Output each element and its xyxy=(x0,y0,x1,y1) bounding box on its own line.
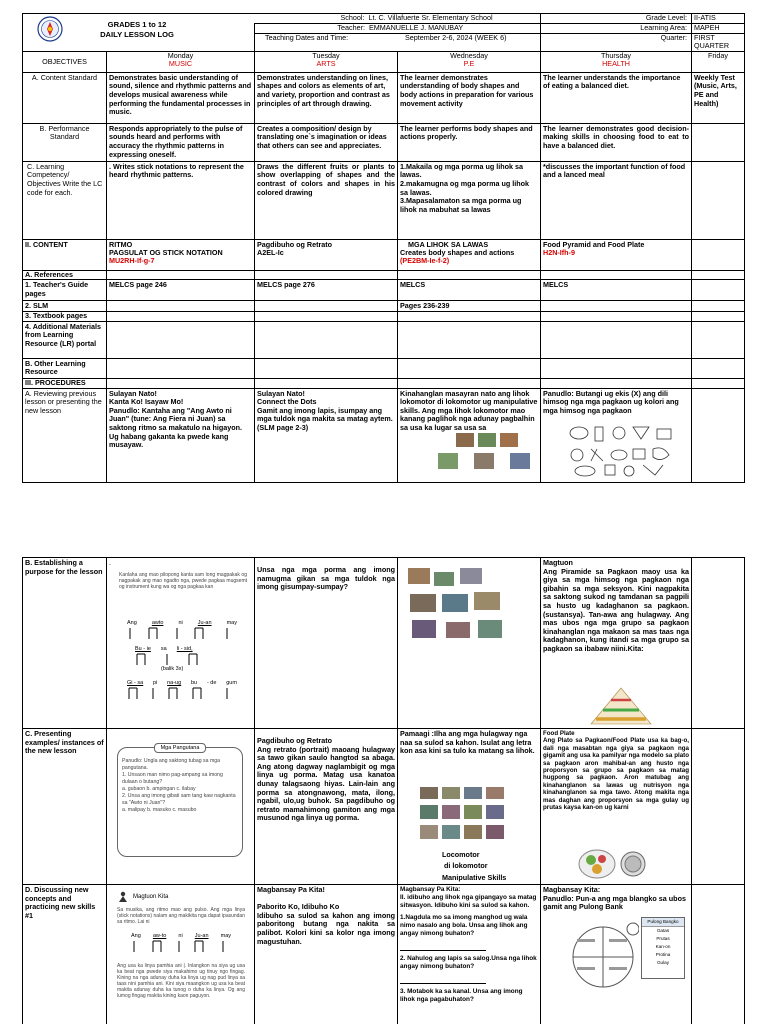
content-wed-code: (PE2BM-Ie-f-2) xyxy=(400,255,450,265)
doc-title-dll: DAILY LESSON LOG xyxy=(100,30,174,39)
ws-word: pi xyxy=(153,680,158,686)
teacher-value: EMMANUELLE J. MANUBAY xyxy=(369,23,464,32)
stick-notation-row-2 xyxy=(127,652,237,666)
ws-word: may xyxy=(226,620,237,626)
dates-label: Teaching Dates and Time: xyxy=(265,33,349,42)
thursday-subject: HEALTH xyxy=(602,58,630,68)
dates-value: September 2-6, 2024 (WEEK 6) xyxy=(405,33,507,42)
ws-word: bu xyxy=(191,680,198,686)
word-bank-item: Kan-on xyxy=(655,944,671,949)
presenting-wed: Pamaagi :Ilha ang mga hulagway nga naa sa sulod sa kahon. Isulat ang letra kon asa kini sa tulo ka matang sa lihok. xyxy=(400,729,535,756)
competency-label: C. Learning Competency/ Objectives Write the LC code for each. xyxy=(23,161,107,239)
ws-word: Ju-an xyxy=(194,933,209,939)
discussing-wed-q3: 3. Motabok ka sa kanal. Unsa ang imong lihok nga pagabuhaton? xyxy=(400,988,523,1003)
school-value: Lt. C. Villafuerte Sr. Elementary School xyxy=(368,13,493,22)
textbook-label: 3. Textbook pages xyxy=(23,312,107,322)
presenting-label: C. Presenting examples/ instances of the new lesson xyxy=(23,729,107,885)
ws-word: Ang xyxy=(127,620,137,626)
establishing-wed-photos xyxy=(406,568,530,644)
questions-box-text: Panudlo: Ungla ang saktong tubag sa mga pangutana. 1. Unsaon man nimo pag-ampang sa imong dulaan o butang? a. gubaon b. ampingan c. ilabay 2. Unsa ang imong gibati sam tang kaw nagkanta sa "Awto ni Juan"? a. malipay b. masuko c. masubo xyxy=(122,758,236,813)
content-standard-thu: The learner understands the importance of eating a balanced diet. xyxy=(541,72,692,123)
ws-word: may xyxy=(220,933,231,939)
word-bank-title: Pulong Bangko xyxy=(642,918,684,927)
friday-header: Friday xyxy=(708,51,728,60)
food-items-illustration xyxy=(567,423,677,479)
monday-header: Monday xyxy=(167,51,194,60)
reviewing-thu: Panudlo: Butangi ug ekis (X) ang dili himsog nga mga pagkaon ug kolori ang mga himsog nga pagkaon xyxy=(543,388,679,415)
competency-wed: 1.Makaila og mga porma ug lihok sa lawas. 2.makamugna og mga porma ug lihok sa lawas. 3.Mapasalamaton sa mga porma ug lihok na mabuhat sa lawas xyxy=(398,161,541,239)
presenting-wed-photos xyxy=(420,787,520,845)
word-bank-item: Protina xyxy=(655,952,671,957)
content-label: II. CONTENT xyxy=(23,239,107,270)
tuesday-header: Tuesday xyxy=(312,51,340,60)
locomotor-photo-strip xyxy=(430,431,540,475)
ws-word: Bu - ie xyxy=(135,646,151,652)
word-bank-item: Gatas xyxy=(656,928,670,933)
slm-label: 2. SLM xyxy=(23,300,107,312)
reviewing-label: A. Reviewing previous lesson or presenting the new lesson xyxy=(23,388,107,482)
food-plate-worksheet xyxy=(569,915,687,1024)
content-wed-topic: MGA LIHOK SA LAWAS xyxy=(408,239,489,249)
establishing-mon-dot: . xyxy=(109,558,111,567)
stick-notation-worksheet xyxy=(127,620,247,725)
content-tue-topic: Pagdibuho og Retrato xyxy=(257,239,333,249)
thursday-header: Thursday xyxy=(601,51,631,60)
lesson-log-table-2 xyxy=(22,557,745,1024)
ws-word: Ju-an xyxy=(197,620,212,626)
performance-standard-label: B. Performance Standard xyxy=(23,123,107,161)
ws-word: ni xyxy=(178,620,183,626)
wednesday-header: Wednesday xyxy=(450,51,488,60)
content-mon-code: MU2RH-If-g-7 xyxy=(109,255,155,265)
grade-label: Grade Level: xyxy=(541,14,692,24)
presenting-thu: Ang Plato sa Pagkaon/Food Plate usa ka bag-o, dali nga masabtan nga giya sa pagkaon nga gigamit ang usa ka pamilyar nga modelo sa plato sa pagkaon aron mahibal-an ang husto nga proporsyon sa grupo sa pagkaon sa matag hugpong sa pagkaon. Aron matubag ang kinahanglanon sa lawas ug nutrisyon nga kinahanglanon sa mga tawo. Atong makita nga mas daghan ang proporsyon sa mga gulay ug prutas kaysa kan-on ug karni xyxy=(543,737,689,812)
grade-value: II-ATIS xyxy=(692,14,745,24)
presenting-tue: Pagdibuho og Retrato Ang retrato (portrait) maoang hulagway sa tawo gikan saulo hangtod sa abaga. Ang atong dagway naglambigit og mga linya ug porma. Matag usa kanatoa dunay talagsaong hiyas. Lain-lain ang porma sa atongnawong, mata, ilong, ngabil, ulo,ug buhok. Sa pagdibuho og retrato mamahimong gamiton ang mga musunod nga linya ug porma. xyxy=(255,729,398,885)
ws-word: Ang xyxy=(131,933,141,939)
content-standard-label: A. Content Standard xyxy=(23,72,107,123)
food-plate-title: Food Plate xyxy=(543,730,575,737)
magtuon-kita-title: Magtuon Kita xyxy=(133,894,169,900)
discussing-mon-text: Sa musika, ang ritmo mao ang pulso. Ang mga linya (stick notations) nalam ang makikita nga dapat ipasundan sa ritmo. Lai ni xyxy=(117,907,245,925)
tg-pages-mon: MELCS page 246 xyxy=(107,280,255,300)
objectives-header: OBJECTIVES xyxy=(23,51,107,72)
stick-notation-row-1 xyxy=(127,626,237,640)
establishing-thu: Magtuon Ang Piramide sa Pagkaon maoy usa ka giya sa mga himsog nga pagkaon nga gibahin sa mga seksyon. Kini nagpakita sa saktong sukod ng tamdanan sa pagpili sa husto ug kadaghanon sa pagkaon. (sustansya). Tan-awa ang hulagway. Ang mas ubos nga mga grupo sa pagkaon kinahanglan nga makaon sa mas taas nga kadaghanon, kung itandi sa mga grupo sa pagkaon sa ibabaw niini.Kita: xyxy=(543,558,689,653)
content-standard-mon: Demonstrates basic understanding of sound, silence and rhythmic patterns and develops musical awareness while performing the fundamental processes in music. xyxy=(107,72,255,123)
competency-thu: *discusses the important function of food and a lanced meal xyxy=(541,161,692,239)
discussing-label: D. Discussing new concepts and practicing new skills #1 xyxy=(23,885,107,1024)
reviewing-tue: Sulayan Nato! Connect the Dots Gamit ang imong lapis, isumpay ang mga tuldok nga makita sa matag aytem. (SLM page 2-3) xyxy=(255,388,398,482)
school-label: School: xyxy=(340,13,365,22)
wednesday-subject: P.E xyxy=(463,58,475,68)
performance-standard-tue: Creates a composition/ design by translating one`s imagination or ideas that others can see and appreciates. xyxy=(255,123,398,161)
tuesday-subject: ARTS xyxy=(316,58,336,68)
teacher-label: Teacher: xyxy=(337,23,365,32)
ws-word: awto xyxy=(151,620,164,626)
tg-pages-label: 1. Teacher's Guide pages xyxy=(23,280,107,300)
discussing-wed-q2: 2. Nahulog ang lapis sa salog.Unsa nga lihok angay nimong buhaton? xyxy=(400,955,537,970)
ws-word: na-ug xyxy=(167,680,182,686)
content-thu-topic: Food Pyramid and Food Plate xyxy=(543,239,645,249)
answer-line-1 xyxy=(400,938,486,951)
ws-word: Gi - sa xyxy=(127,680,144,686)
performance-standard-mon: Responds appropriately to the pulse of sounds heard and performs with accuracy the rhythmic patterns in expressing oneself. xyxy=(107,123,255,161)
additional-materials-label: 4. Additional Materials from Learning Resource (LR) portal xyxy=(23,321,107,358)
content-wed-subtopic: Creates body shapes and actions xyxy=(400,247,515,257)
performance-standard-wed: The learner performs body shapes and actions properly. xyxy=(398,123,541,161)
discussing-tue: Magbansay Pa Kita! Paborito Ko, Idibuho Ko Idibuho sa sulod sa kahon ang imong paboritong butang nga nakita sa palibot. Kolori kini sa kolor nga imong magustuhan. xyxy=(255,885,398,1024)
header-title-cell xyxy=(23,14,255,52)
monday-subject: MUSIC xyxy=(168,58,193,68)
tg-pages-tue: MELCS page 276 xyxy=(255,280,398,300)
discussing-wed: II. idibuho ang lihok nga gipangayo sa matag sitwasyon. Idibuho kini sa sulod sa kahon. xyxy=(400,894,537,909)
content-standard-fri: Weekly Test (Music, Arts, PE and Health) xyxy=(692,72,745,123)
questions-box xyxy=(117,747,243,857)
ws-word: aw-to xyxy=(152,933,167,939)
quarter-value: FIRST QUARTER xyxy=(692,34,745,52)
references-label: A. References xyxy=(23,270,107,280)
content-thu-code: H2N-Ifh-9 xyxy=(543,247,575,257)
slm-wed: Pages 236-239 xyxy=(398,300,541,312)
quarter-label: Quarter: xyxy=(541,34,692,52)
ws-word: li - sid, xyxy=(176,646,193,652)
ws-word: - de xyxy=(206,680,217,686)
word-bank-item: Gulay xyxy=(656,960,669,965)
ws-word: sa xyxy=(160,646,167,652)
doc-title-grades: GRADES 1 to 12 xyxy=(107,20,167,29)
tg-pages-thu: MELCS xyxy=(541,280,692,300)
reviewing-wed: Kinahanglan masayran nato ang lihok lokomotor di lokomotor ug manipulative skills. Ang mga lihok lokomotor mao kanang paglihok nga adunay pagbalhin sa usa ka lugar sa usa sa xyxy=(400,388,538,432)
establishing-label: B. Establishing a purpose for the lesson xyxy=(23,558,107,729)
food-plate-illustration xyxy=(575,847,655,881)
content-mon-subtopic: PAGSULAT OG STICK NOTATION xyxy=(109,247,223,257)
non-locomotor-label: di lokomotor xyxy=(444,861,488,870)
content-mon-topic: RITMO xyxy=(109,239,133,249)
discussing-notation xyxy=(131,933,241,953)
establishing-mon-worksheet-text: Kanlaha ang mao pilopong kanta sam long magpakak og nagpakak ang mao ngadto nga, pwede pagkaa mugsemt og instrument kung wa og nga pagkaa kan xyxy=(119,572,247,590)
magtuon-kita-icon xyxy=(117,891,129,903)
ws-word: gum xyxy=(226,680,237,686)
ws-word: ni xyxy=(178,933,183,939)
word-bank-item: Prutas xyxy=(656,936,670,941)
discussing-thu: Magbansay Kita: Panudlo: Pun-a ang mga blangko sa ubos gamit ang Pulong Bank xyxy=(543,885,686,912)
locomotor-label: Locomotor xyxy=(442,850,480,859)
competency-tue: Draws the different fruits or plants to show overlapping of shapes and the contrast of colors and shapes in his colored drawing xyxy=(255,161,398,239)
other-resource-label: B. Other Learning Resource xyxy=(23,358,107,378)
stick-notation-row-3 xyxy=(127,686,237,700)
questions-box-title: Mga Pangutana xyxy=(154,743,206,753)
ws-repeat-note: (balik 3x) xyxy=(161,666,184,672)
discussing-wed-q1: 1.Nagdula mo sa imong manghod ug wala nimo nasalo ang bola. Unsa ang lihok ang angay nimong buhaton? xyxy=(400,914,528,937)
tg-pages-wed: MELCS xyxy=(398,280,541,300)
manipulative-label: Manipulative Skills xyxy=(442,873,507,882)
content-standard-wed: The learner demonstrates understanding of body shapes and body actions in preparation for various movement activity xyxy=(398,72,541,123)
word-bank-box xyxy=(641,917,685,979)
discussing-wed-title: Magbansay Pa Kita: xyxy=(400,886,461,893)
competency-mon: . Writes stick notations to represent the heard rhythmic patterns. xyxy=(107,161,255,239)
food-pyramid-illustration xyxy=(589,686,653,726)
area-label: Learning Area: xyxy=(541,24,692,34)
area-value: MAPEH xyxy=(692,24,745,34)
deped-seal-icon xyxy=(37,16,63,42)
discussing-mon-text-2: Ang usa ka linya pamhia ani |. Inlangkon na siya ug usa ka beat nga pwede siya makahimo ug tinuy ngo fingag. Kining na nga adunay duha ka linya ug nag pud linya sa taas nini pamhia ani. Kini siya maangkon ug usa ka beat makita adunay duha ka tunog o duha ka linya. Og ang lumog fingag makita kining kaon paguyon. xyxy=(117,963,245,999)
content-tue-code: A2EL-Ic xyxy=(257,247,284,257)
procedures-label: III. PROCEDURES xyxy=(23,378,107,388)
performance-standard-thu: The learner demonstrates good decision-making skills in choosing food to eat to have a balanced diet. xyxy=(541,123,692,161)
answer-line-2 xyxy=(400,971,486,984)
reviewing-mon: Sulayan Nato! Kanta Ko! Isayaw Mo! Panudlo: Kantaha ang "Ang Awto ni Juan" (tune: Ang Fiera ni Juan) sa saktong ritmo sa makatulo na higayon. Ug habang gakanta ka pwede kang musayaw. xyxy=(107,388,255,482)
lesson-log-table-1 xyxy=(22,13,745,483)
establishing-tue: Unsa nga mga porma ang imong namugma gikan sa mga tuldok nga imong gisumpay-sumpay? xyxy=(255,558,398,729)
content-standard-tue: Demonstrates understanding on lines, shapes and colors as elements of art, and variety, proportion and contrast as principles of art through drawing. xyxy=(255,72,398,123)
